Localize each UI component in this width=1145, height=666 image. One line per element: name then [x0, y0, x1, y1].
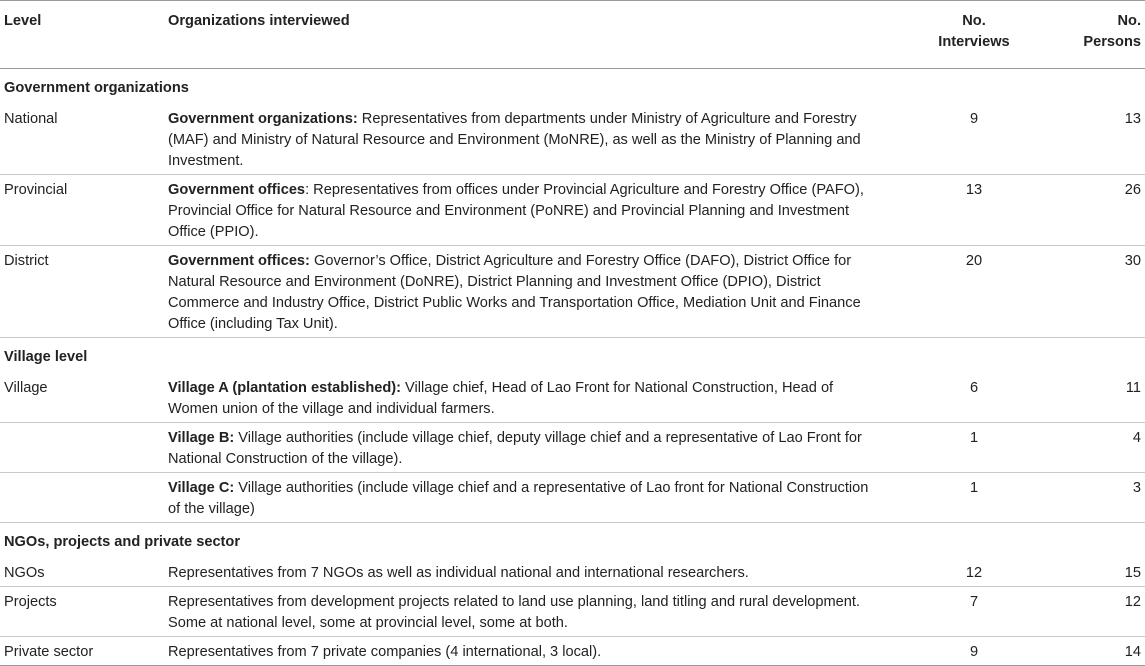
cell-persons: 30 [1066, 246, 1145, 338]
table-row [0, 587, 1145, 637]
cell-organizations: Village C: Village authorities (include village chief and a representative of Lao front for National Construction of the village) [164, 473, 882, 523]
cell-persons: 11 [1066, 373, 1145, 423]
organization-type: Village A (plantation established): [168, 380, 401, 396]
section-title: NGOs, projects and private sector [4, 534, 241, 550]
cell-level [0, 423, 164, 473]
organization-type: Village C: [168, 480, 235, 496]
header-row [0, 1, 1145, 69]
cell-persons: 13 [1066, 104, 1145, 175]
cell-interviews: 1 [882, 423, 1066, 473]
cell-interviews: 6 [882, 373, 1066, 423]
table-row [0, 246, 1145, 338]
header-interviews-text: No. Interviews [938, 13, 1010, 50]
section-title: Government organizations [4, 80, 189, 96]
cell-organizations: Village A (plantation established): Village chief, Head of Lao Front for National Construction, Head of Women union of the village and individual farmers. [164, 373, 882, 423]
cell-persons: 26 [1066, 175, 1145, 246]
cell-persons: 12 [1066, 587, 1145, 637]
section-header [0, 338, 1145, 374]
cell-level: NGOs [0, 558, 164, 587]
cell-level: Private sector [0, 637, 164, 666]
cell-organizations: Village B: Village authorities (include village chief, deputy village chief and a representative of Lao Front for National Construction of the village). [164, 423, 882, 473]
cell-organizations: Representatives from 7 private companies (4 international, 3 local). [164, 637, 882, 666]
cell-interviews: 1 [882, 473, 1066, 523]
cell-organizations: Government offices: Governor’s Office, District Agriculture and Forestry Office (DAFO), District Office for Natural Resource and Environment (DoNRE), District Planning and Investment Office (DPIO), District Commerce and Industry Office, District Public Works and Transportation Office, Mediation Unit and Finance Office (including Tax Unit). [164, 246, 882, 338]
section-title: Village level [4, 349, 88, 365]
cell-interviews: 13 [882, 175, 1066, 246]
cell-level [0, 473, 164, 523]
cell-organizations: Representatives from 7 NGOs as well as individual national and international researchers. [164, 558, 882, 587]
table-body [0, 69, 1145, 666]
table-row [0, 558, 1145, 587]
table-row [0, 373, 1145, 423]
cell-level: Provincial [0, 175, 164, 246]
cell-level: Projects [0, 587, 164, 637]
organization-type: Government offices [168, 182, 306, 198]
organization-type: Government offices: [168, 253, 310, 269]
cell-level: District [0, 246, 164, 338]
table-row [0, 423, 1145, 473]
header-level: Level [4, 13, 42, 29]
section-header [0, 523, 1145, 559]
header-organizations: Organizations interviewed [168, 13, 350, 29]
cell-level: Village [0, 373, 164, 423]
header-persons [1066, 1, 1145, 69]
cell-interviews: 9 [882, 104, 1066, 175]
cell-interviews: 12 [882, 558, 1066, 587]
organization-type: Government organizations: [168, 111, 358, 127]
table-row [0, 175, 1145, 246]
header-interviews [882, 1, 1066, 69]
table-row [0, 637, 1145, 666]
cell-interviews: 20 [882, 246, 1066, 338]
cell-persons: 14 [1066, 637, 1145, 666]
cell-interviews: 7 [882, 587, 1066, 637]
cell-interviews: 9 [882, 637, 1066, 666]
cell-organizations: Representatives from development projects related to land use planning, land titling and rural development. Some at national level, some at provincial level, some at both. [164, 587, 882, 637]
cell-persons: 15 [1066, 558, 1145, 587]
table-row [0, 473, 1145, 523]
table-row [0, 104, 1145, 175]
header-persons-text: No. Persons [1083, 13, 1141, 50]
section-header [0, 69, 1145, 105]
cell-level: National [0, 104, 164, 175]
cell-persons: 3 [1066, 473, 1145, 523]
cell-persons: 4 [1066, 423, 1145, 473]
organization-type: Village B: [168, 430, 235, 446]
cell-organizations: Government organizations: Representatives from departments under Ministry of Agriculture and Forestry (MAF) and Ministry of Natural Resource and Environment (MoNRE), as well as the Ministry of Planning and Investment. [164, 104, 882, 175]
cell-organizations: Government offices: Representatives from offices under Provincial Agriculture and Forestry Office (PAFO), Provincial Office for Natural Resource and Environment (PoNRE) and Provincial Planning and Investment Office (PPIO). [164, 175, 882, 246]
